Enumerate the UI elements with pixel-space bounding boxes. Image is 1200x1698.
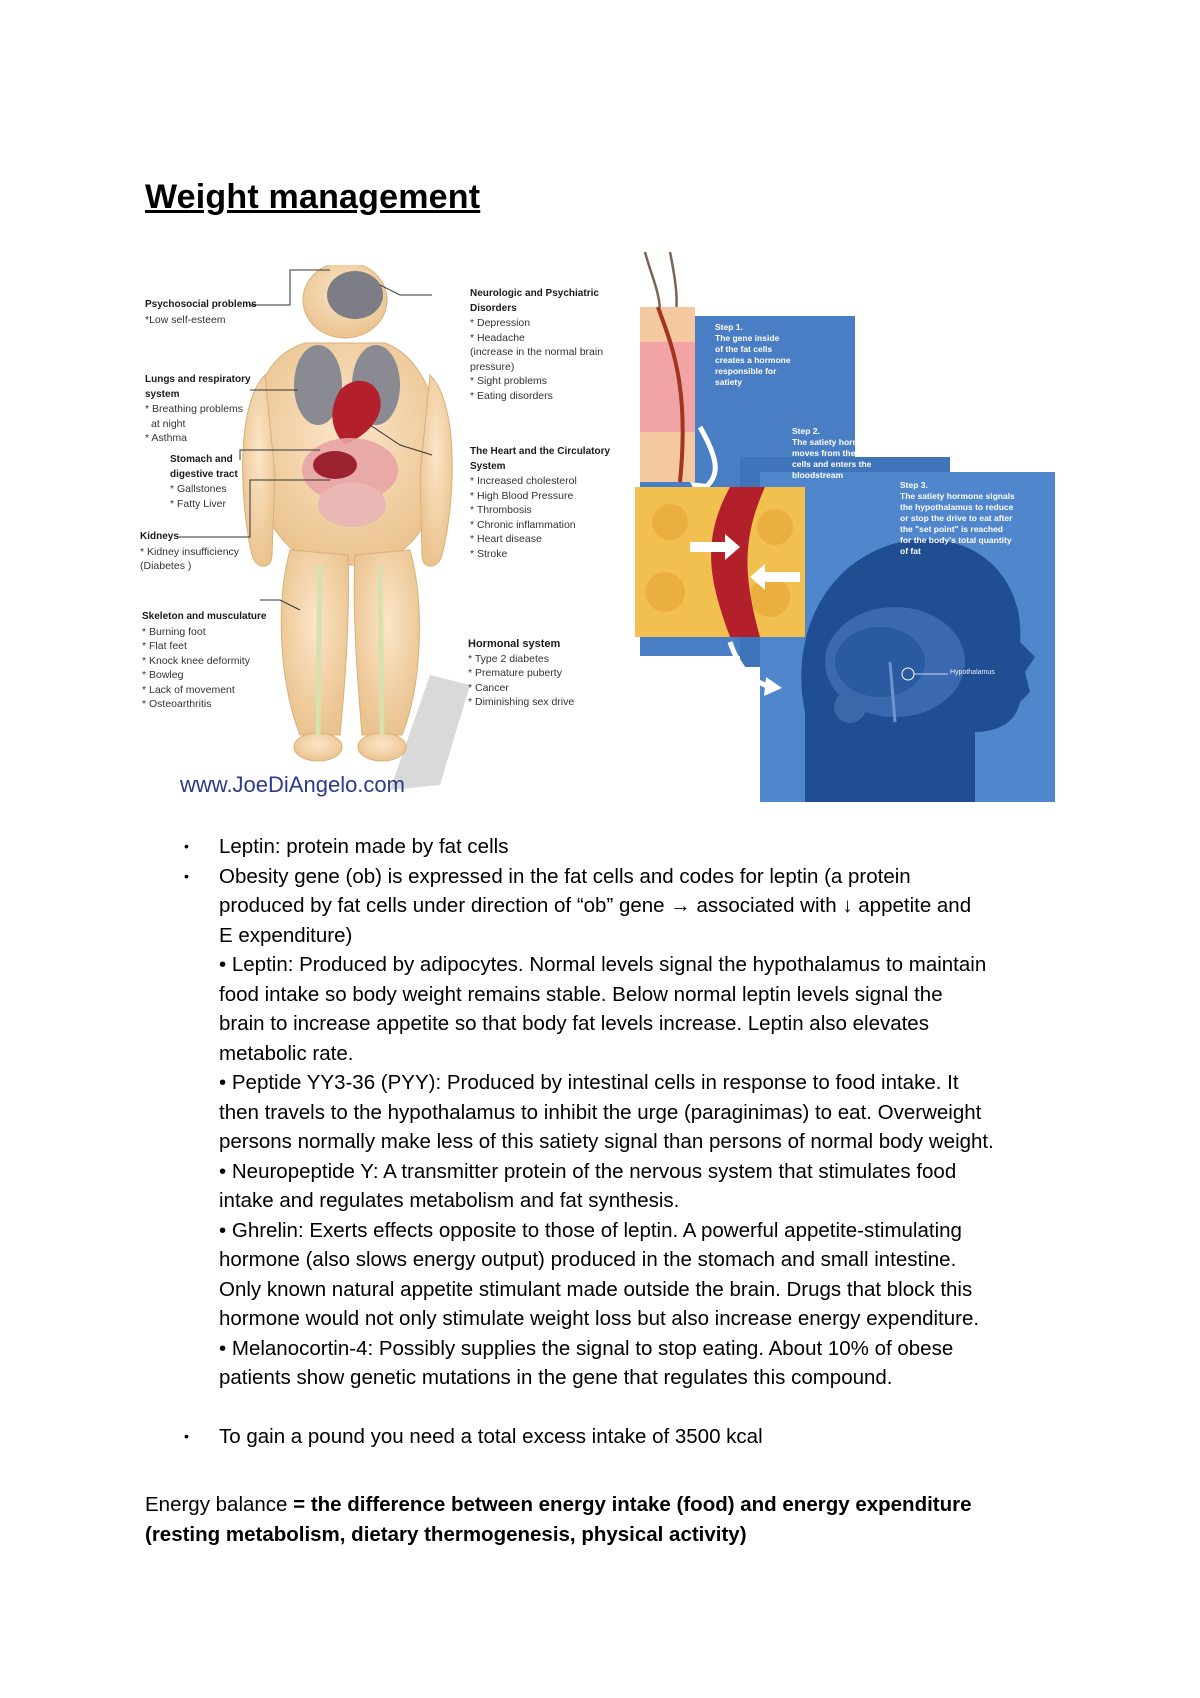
- stomach-label: Stomach and digestive tract * Gallstones * Fatty Liver: [170, 454, 238, 510]
- bullet-marker: •: [184, 867, 189, 884]
- bullet-marker: •: [184, 1428, 189, 1444]
- hypothalamus-label: Hypothalamus: [950, 669, 995, 676]
- bullet-pound: • To gain a pound you need a total excess intake of 3500 kcal: [145, 1422, 1085, 1452]
- obesity-diagram-figure: [140, 265, 620, 805]
- skeleton-label: Skeleton and musculature * Burning foot * Flat feet * Knock knee deformity * Bowleg * Lack of movement * Osteoarthritis: [142, 611, 267, 710]
- step-3-caption: Step 3. The satiety hormone signals the hypothalamus to reduce or stop the drive to eat after the "set point" is reached for the body's total quantity of fat: [900, 480, 1015, 556]
- body-text: [145, 832, 1085, 1452]
- bullet-leptin: • Leptin: protein made by fat cells: [145, 832, 1085, 862]
- bullet-list: [145, 832, 1085, 1452]
- sub-leptin: • Leptin: Produced by adipocytes. Normal levels signal the hypothalamus to maintain: [219, 953, 987, 976]
- psychosocial-label: Psychosocial problems *Low self-esteem: [145, 299, 257, 326]
- heart-label: The Heart and the Circulatory System * Increased cholesterol * High Blood Pressure * Thrombosis * Chronic inflammation * Heart disease * Stroke: [470, 446, 611, 560]
- bullet-marker: •: [184, 838, 189, 854]
- neuro-label: Neurologic and Psychiatric Disorders * Depression * Headache (increase in the normal brain pressure) * Sight problems * Eating disorders: [470, 288, 604, 402]
- lungs-label: Lungs and respiratory system * Breathing problems at night * Asthma: [145, 374, 251, 444]
- energy-balance-paragraph: Energy balance = the difference between energy intake (food) and energy expenditure (resting metabolism, dietary thermogenesis, physical activity): [145, 1493, 972, 1546]
- step-2-caption: Step 2. The satiety hormone moves from the fat cells and enters the bloodstream: [792, 426, 876, 480]
- source-site-label: www.JoeDiAngelo.com: [180, 772, 405, 797]
- sub-ghrelin: • Ghrelin: Exerts effects opposite to those of leptin. A powerful appetite-stimulating: [219, 1218, 962, 1242]
- sub-melanocortin: • Melanocortin-4: Possibly supplies the signal to stop eating. About 10% of obese: [219, 1336, 954, 1360]
- list-spacer: [145, 1393, 1085, 1423]
- leptin-satiety-figure: [630, 252, 1060, 802]
- kidneys-label: Kidneys * Kidney insufficiency (Diabetes ): [140, 531, 240, 572]
- bullet-obesity-gene: • Obesity gene (ob) is expressed in the fat cells and codes for leptin (a protein produced by fat cells under direction of “ob” gene → associated with ↓ appetite and E expenditure) • Leptin: Produced by adipocytes. Normal levels signal the hypothalamus to maintain food intake so body weight remains stable. Below normal leptin levels signal the brain to increase appetite so that body fat levels increase. Leptin also elevates metabolic rate. • Peptide YY3-36 (PYY): Produced by intestinal cells in response to food intake. It then travels to the hypothalamus to inhibit the urge (paraginimas) to eat. Overweight persons normally make less of this satiety signal than persons of normal body weight. • Neuropeptide Y: A transmitter protein of the nervous system that stimulates food intake and regulates metabolism and fat synthesis. • Ghrelin: Exerts effects opposite to those of leptin. A powerful appetite-stimulating hormone (also slows energy output) produced in the stomach and small intestine. Only known natural appetite stimulant made outside the brain. Drugs that block this hormone would not only stimulate weight loss but also increase energy expenditure. • Melanocortin-4: Possibly supplies the signal to stop eating. About 10% of obese patients show genetic mutations in the gene that regulates this compound.: [145, 862, 1085, 1393]
- sub-neuropeptide-y: • Neuropeptide Y: A transmitter protein of the nervous system that stimulates food: [219, 1159, 957, 1183]
- sub-pyy: • Peptide YY3-36 (PYY): Produced by intestinal cells in response to food intake. It: [219, 1071, 959, 1094]
- hormonal-label: Hormonal system * Type 2 diabetes * Premature puberty * Cancer * Diminishing sex drive: [468, 638, 575, 708]
- step-1-caption: Step 1. The gene inside of the fat cells creates a hormone responsible for satiety: [715, 322, 791, 387]
- page-title: Weight management: [145, 178, 481, 216]
